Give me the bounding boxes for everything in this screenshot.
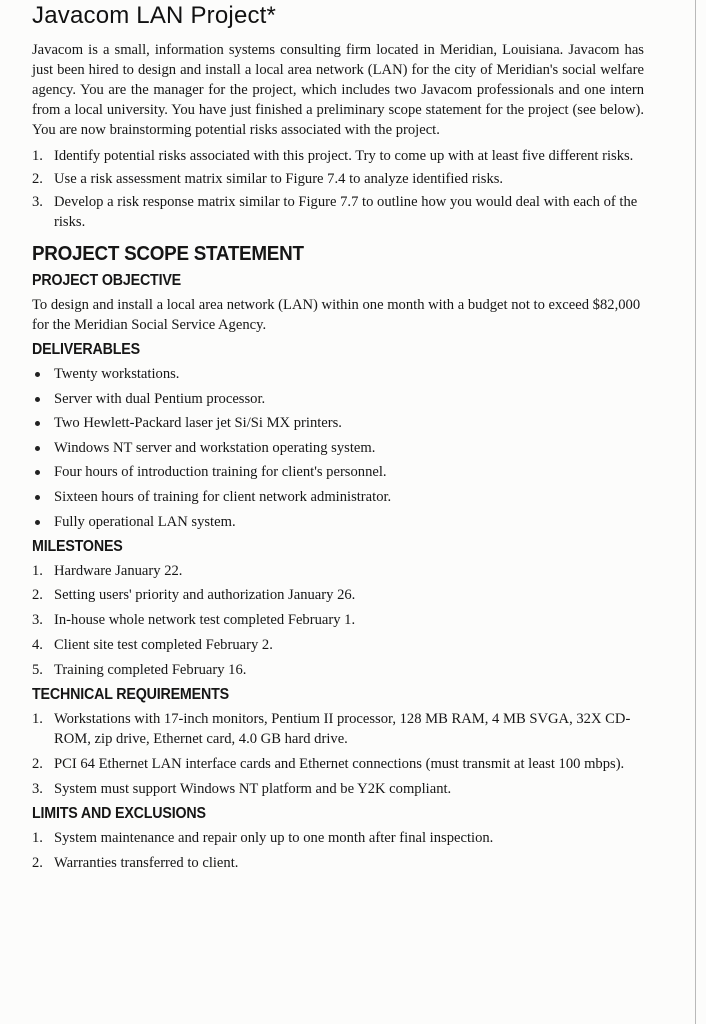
question-item <box>32 146 652 166</box>
deliverable-item <box>32 364 652 384</box>
document-content <box>32 2 652 877</box>
page-edge-line <box>695 0 696 1024</box>
technical-requirements-heading: TECHNICAL REQUIREMENTS <box>32 685 229 703</box>
question-number: 1. <box>32 148 43 164</box>
milestones-heading: MILESTONES <box>32 537 123 555</box>
objective-heading: PROJECT OBJECTIVE <box>32 272 182 289</box>
bullet-icon <box>35 495 40 500</box>
requirement-item <box>32 754 652 774</box>
deliverable-text: Sixteen hours of training for client network administrator. <box>54 488 392 505</box>
scope-statement-heading: PROJECT SCOPE STATEMENT <box>32 242 304 265</box>
deliverables-list <box>32 364 652 532</box>
bullet-icon <box>35 421 40 426</box>
deliverable-item <box>32 487 652 507</box>
bullet-icon <box>35 470 40 475</box>
deliverable-item <box>32 462 652 482</box>
milestones-list <box>32 561 652 680</box>
limit-item <box>32 828 652 848</box>
requirement-number: 3. <box>32 780 43 797</box>
limit-number: 2. <box>32 854 43 871</box>
requirement-text: PCI 64 Ethernet LAN interface cards and Ethernet connections (must transmit at least 100 mbps). <box>54 755 625 772</box>
milestone-text: Client site test completed February 2. <box>54 636 273 653</box>
question-text: Use a risk assessment matrix similar to Figure 7.4 to analyze identified risks. <box>54 171 504 187</box>
deliverable-item <box>32 389 652 409</box>
limit-item <box>32 853 652 873</box>
question-item <box>32 169 652 189</box>
case-title: Javacom LAN Project* <box>32 2 277 29</box>
question-list <box>32 146 652 232</box>
requirement-number: 1. <box>32 710 43 727</box>
deliverable-item <box>32 413 652 433</box>
milestone-text: Hardware January 22. <box>54 562 183 579</box>
deliverable-item <box>32 512 652 532</box>
deliverable-text: Twenty workstations. <box>54 366 180 382</box>
deliverable-text: Four hours of introduction training for client's personnel. <box>54 464 387 481</box>
milestone-number: 2. <box>32 587 43 604</box>
limit-text: System maintenance and repair only up to one month after final inspection. <box>54 829 494 846</box>
milestone-text: Training completed February 16. <box>54 661 247 678</box>
limit-number: 1. <box>32 829 43 846</box>
deliverable-text: Two Hewlett-Packard laser jet Si/Si MX printers. <box>54 415 342 432</box>
technical-requirements-list <box>32 709 652 799</box>
objective-text: To design and install a local area network (LAN) within one month with a budget not to exceed $82,000 for the Meridian Social Service Agency. <box>32 297 641 333</box>
deliverable-item <box>32 438 652 458</box>
question-text: Identify potential risks associated with this project. Try to come up with at least five different risks. <box>54 148 634 164</box>
bullet-icon <box>35 446 40 451</box>
milestone-item <box>32 585 652 605</box>
milestone-text: Setting users' priority and authorization January 26. <box>54 587 356 604</box>
milestone-number: 5. <box>32 661 43 678</box>
question-item <box>32 192 652 232</box>
milestone-number: 1. <box>32 562 43 579</box>
requirement-item <box>32 779 652 799</box>
milestone-item <box>32 561 652 581</box>
deliverable-text: Fully operational LAN system. <box>54 513 236 530</box>
bullet-icon <box>35 397 40 402</box>
milestone-item <box>32 635 652 655</box>
limits-exclusions-list <box>32 828 652 873</box>
milestone-item <box>32 660 652 680</box>
limits-exclusions-heading: LIMITS AND EXCLUSIONS <box>32 804 206 822</box>
deliverable-text: Windows NT server and workstation operating system. <box>54 439 376 456</box>
milestone-number: 4. <box>32 636 43 653</box>
requirement-item <box>32 709 652 749</box>
bullet-icon <box>35 372 40 377</box>
milestone-text: In-house whole network test completed February 1. <box>54 612 356 629</box>
question-text: Develop a risk response matrix similar to Figure 7.7 to outline how you would deal with each of the risks. <box>54 194 638 230</box>
intro-paragraph: Javacom is a small, information systems consulting firm located in Meridian, Louisiana. Javacom has just been hired to design and install a local area network (LAN) for the city of Meridian's social welfare agency. You are the manager for the project, which includes two Javacom professionals and one intern from a local university. You have just finished a preliminary scope statement for the project (see below). You are now brainstorming potential risks associated with the project. <box>32 42 644 138</box>
limit-text: Warranties transferred to client. <box>54 854 239 871</box>
milestone-item <box>32 610 652 630</box>
question-number: 2. <box>32 171 43 187</box>
deliverables-heading: DELIVERABLES <box>32 341 140 358</box>
deliverable-text: Server with dual Pentium processor. <box>54 390 266 407</box>
milestone-number: 3. <box>32 612 43 629</box>
bullet-icon <box>35 520 40 525</box>
question-number: 3. <box>32 194 43 210</box>
requirement-text: Workstations with 17-inch monitors, Pentium II processor, 128 MB RAM, 4 MB SVGA, 32X CD-ROM, zip drive, Ethernet card, 4.0 GB hard drive. <box>54 710 631 747</box>
requirement-text: System must support Windows NT platform and be Y2K compliant. <box>54 780 452 797</box>
requirement-number: 2. <box>32 755 43 772</box>
